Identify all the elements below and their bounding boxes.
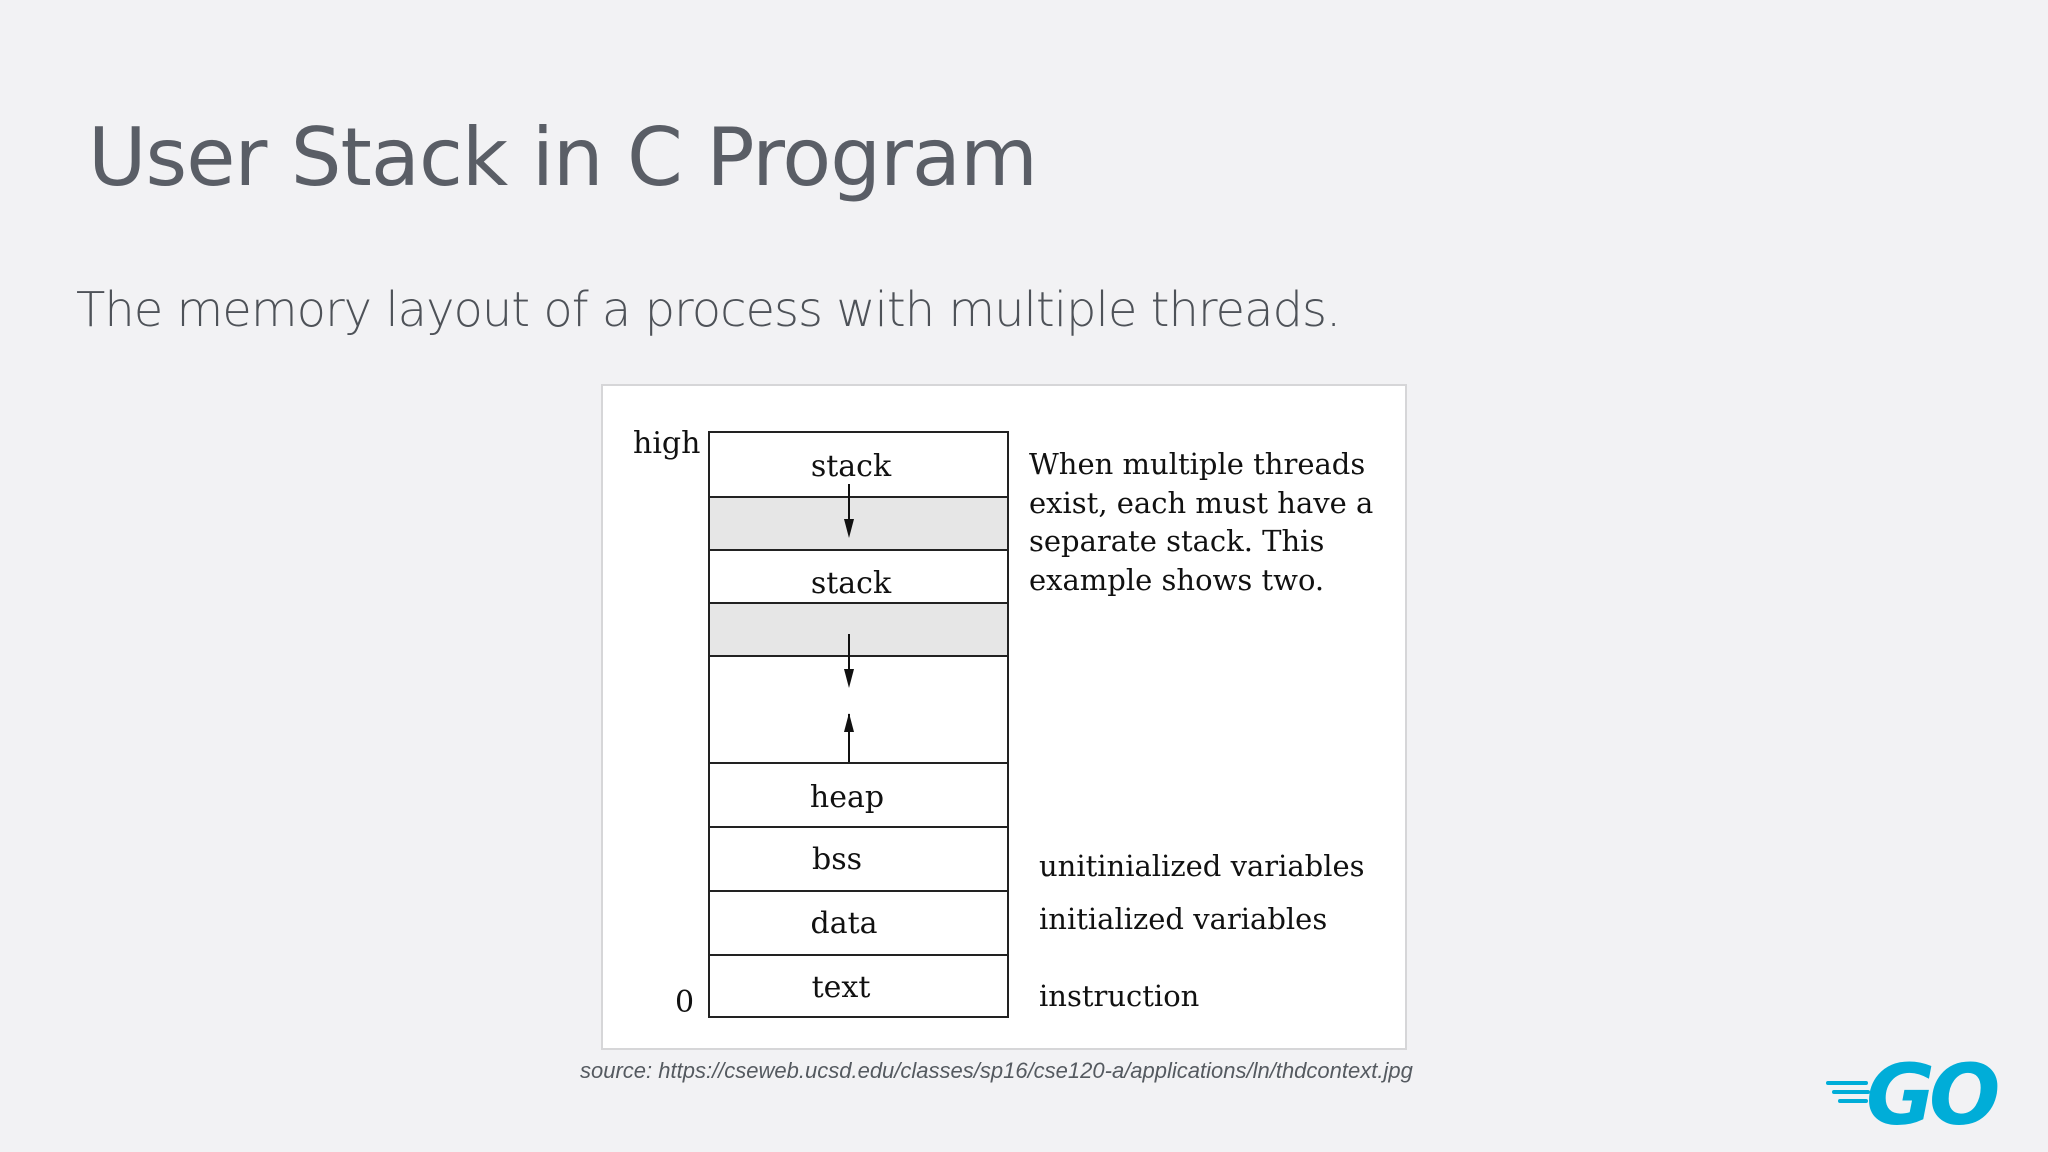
segment-label-stack-1: stack: [810, 449, 892, 484]
stack-guard-region-1: [709, 497, 1008, 550]
go-logo: [1826, 1050, 2016, 1135]
note-line-3: separate stack. This: [1029, 524, 1325, 558]
segment-label-stack-2: stack: [810, 566, 892, 601]
segment-label-heap: heap: [809, 780, 885, 815]
annotation-text: instruction: [1039, 979, 1200, 1013]
note-line-4: example shows two.: [1029, 563, 1325, 597]
memory-layout-diagram: [601, 384, 1407, 1050]
segment-label-data: data: [810, 906, 878, 941]
slide-subtitle: The memory layout of a process with multiple threads.: [76, 282, 1341, 338]
segment-label-bss: bss: [812, 842, 862, 877]
heap-growth-arrow: [844, 713, 854, 762]
note-line-1: When multiple threads: [1029, 447, 1366, 481]
go-logo-speed-lines: [1828, 1083, 1868, 1101]
diagram-canvas: [603, 386, 1409, 1052]
stack-guard-region-2: [709, 603, 1008, 656]
annotation-data: initialized variables: [1039, 902, 1328, 936]
axis-low-label: 0: [675, 985, 695, 1020]
slide-title: User Stack in C Program: [88, 111, 1037, 204]
go-logo-wordmark: GO: [1866, 1050, 1995, 1130]
note-line-2: exist, each must have a: [1029, 486, 1374, 520]
axis-high-label: high: [633, 426, 701, 461]
segment-label-text: text: [811, 970, 871, 1005]
annotation-bss: unitinialized variables: [1039, 849, 1365, 883]
source-caption: source: https://cseweb.ucsd.edu/classes/sp16/cse120-a/applications/ln/thdcontext.jpg: [580, 1058, 1413, 1083]
